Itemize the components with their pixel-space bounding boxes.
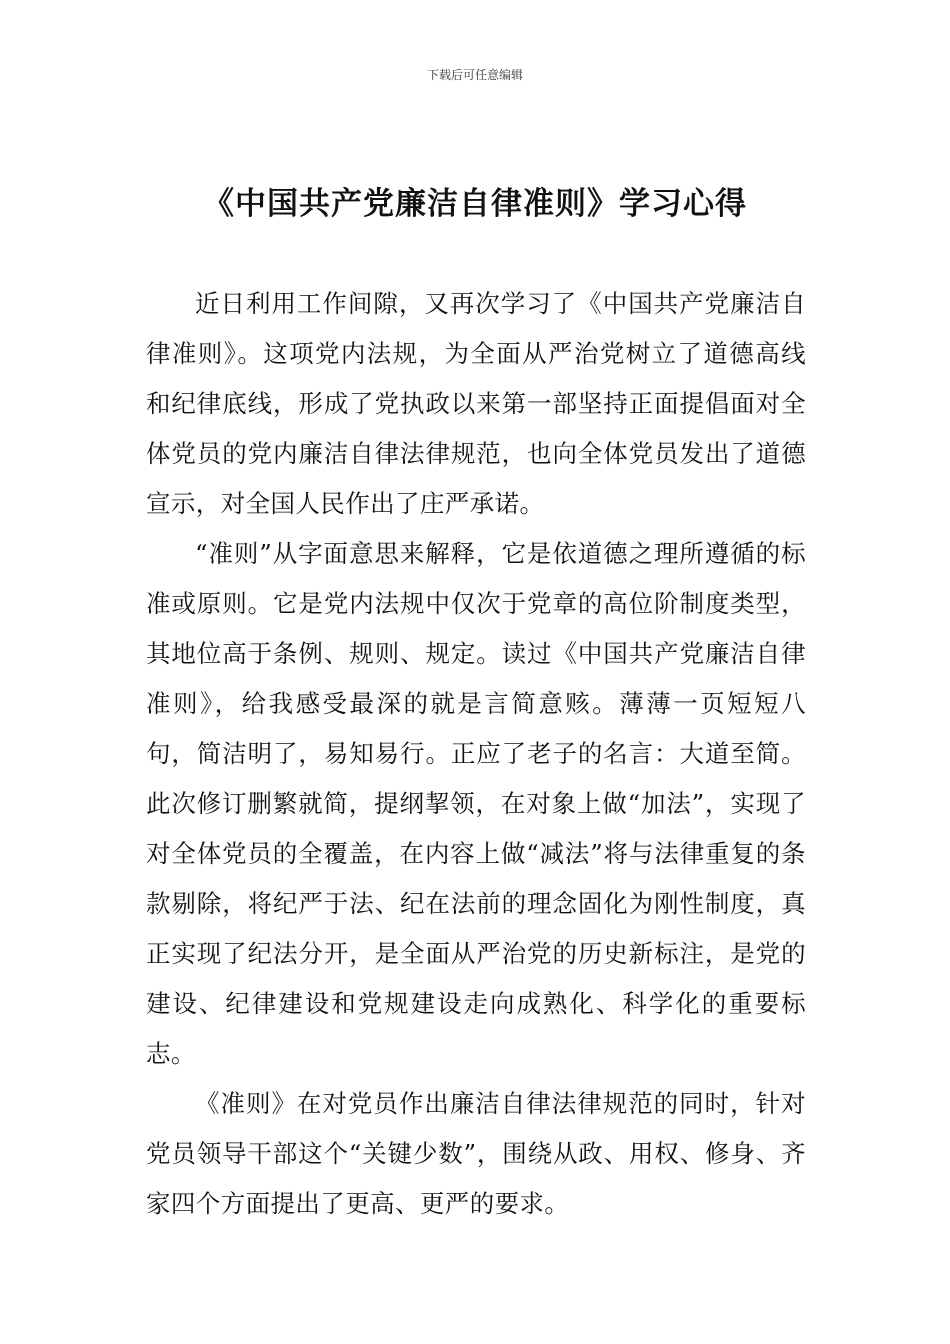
header-note: 下载后可任意编辑 <box>426 68 523 82</box>
paragraph-2: “准则”从字面意思来解释，它是依道德之理所遵循的标准或原则。它是党内法规中仅次于党章的高位阶制度类型，其地位高于条例、规则、规定。读过《中国共产党廉洁自律准则》，给我感受最深的就是言简意赅。薄薄一页短短八句，简洁明了，易知易行。正应了老子的名言：大道至简。此次修订删繁就简，提纲挈领，在对象上做“加法”，实现了对全体党员的全覆盖，在内容上做“减法”将与法律重复的条款剔除，将纪严于法、纪在法前的理念固化为刚性制度，真正实现了纪法分开，是全面从严治党的历史新标注，是党的建设、纪律建设和党规建设走向成熟化、科学化的重要标志。 <box>146 539 806 1068</box>
paragraph-1: 近日利用工作间隙，又再次学习了《中国共产党廉洁自律准则》。这项党内法规，为全面从严治党树立了道德高线和纪律底线，形成了党执政以来第一部坚持正面提倡面对全体党员的党内廉洁自律法律规范，也向全体党员发出了道德宣示，对全国人民作出了庄严承诺。 <box>146 289 806 518</box>
document-title: 《中国共产党廉洁自律准则》学习心得 <box>203 186 747 222</box>
document-body <box>146 279 806 1229</box>
paragraph-3: 《准则》在对党员作出廉洁自律法律规范的同时，针对党员领导干部这个“关键少数”，围绕从政、用权、修身、齐家四个方面提出了更高、更严的要求。 <box>146 1089 806 1218</box>
